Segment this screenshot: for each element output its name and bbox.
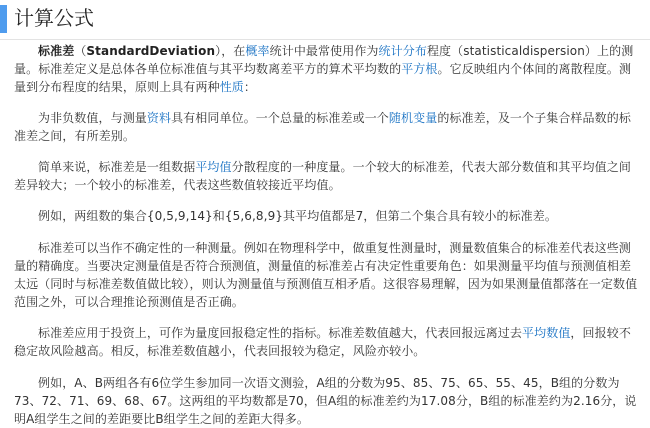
paragraph [14, 239, 642, 311]
paragraph-text: 具有相同单位。一个总量的标准差或一个 [171, 111, 389, 125]
paragraph-text: 统计中最常使用作为 [269, 44, 379, 58]
article-body [14, 40, 642, 428]
paragraph-text: 分散程度的一种度量。一个较大的标准差，代表大部分数值和其平均值之间差异较大；一个较小的标准差，代表这些数值较接近平均值。 [14, 160, 631, 192]
paragraph [14, 109, 642, 145]
paragraph-text: 程度（statisticaldispersion）上的测量。标准差定义是总体各单位标准值与其平均数离差平方的算术平均数的 [14, 44, 634, 76]
paragraph-text: 例如，A、B两组各有6位学生参加同一次语文测验，A组的分数为95、85、75、65、55、45，B组的分数为73、72、71、69、68、67。这两组的平均数都是70，但A组的标准差约为17.08分，B组的标准差约为2.16分，说明A组学生之间的差距要比B组学生之间的差距大得多。 [14, 376, 637, 426]
section-accent-bar [0, 5, 7, 33]
inline-link[interactable]: 概率 [245, 44, 270, 58]
paragraph-text: （ [74, 44, 87, 58]
paragraph-text: 的标准差，及一个子集合样品数的标准差之间，有所差别。 [14, 111, 631, 143]
section-title: 计算公式 [14, 6, 94, 30]
paragraph-text: ，回报较不稳定故风险越高。相反，标准差数值越小，代表回报较为稳定，风险亦较小。 [14, 326, 631, 358]
paragraph-text: ： [243, 80, 257, 94]
paragraph [14, 158, 642, 194]
inline-link[interactable]: 随机变量 [388, 111, 438, 125]
inline-link[interactable]: 性质 [219, 80, 244, 94]
paragraph-text: 标准差应用于投资上，可作为量度回报稳定性的指标。标准差数值越大，代表回报远离过去 [38, 326, 523, 340]
paragraph-text: ），在 [215, 44, 246, 58]
paragraph [14, 374, 642, 428]
paragraph-text: 标准差可以当作不确定性的一种测量。例如在物理科学中，做重复性测量时，测量数值集合的标准差代表这些测量的精确度。当要决定测量值是否符合预测值，测量值的标准差占有决定性重要角色：如果测量平均值与预测值相差太远（同时与标准差数值做比较），则认为测量值与预测值互相矛盾。这很容易理解，因为如果测量值都落在一定数值范围之外，可以合理推论预测值是否正确。 [14, 241, 638, 309]
paragraph-text: 简单来说，标准差是一组数据 [38, 160, 196, 174]
paragraph-text: 为非负数值，与测量 [38, 111, 147, 125]
inline-link[interactable]: 平均值 [195, 160, 232, 174]
bold-term: 标准差 [38, 44, 75, 58]
inline-link[interactable]: 统计分布 [378, 44, 427, 58]
paragraph-text: 例如，两组数的集合{0,5,9,14}和{5,6,8,9}其平均值都是7，但第二个集合具有较小的标准差。 [38, 209, 557, 223]
paragraph [14, 207, 642, 225]
paragraph [14, 42, 642, 96]
inline-link[interactable]: 平方根 [401, 62, 438, 76]
inline-link[interactable]: 资料 [146, 111, 172, 125]
paragraph [14, 324, 642, 360]
paragraph-text: 。它反映组内个体间的离散程度。测量到分布程度的结果，原则上具有两种 [14, 62, 632, 94]
inline-link[interactable]: 平均数值 [522, 326, 571, 340]
section-header [0, 0, 650, 40]
bold-term: StandardDeviation [86, 44, 216, 58]
